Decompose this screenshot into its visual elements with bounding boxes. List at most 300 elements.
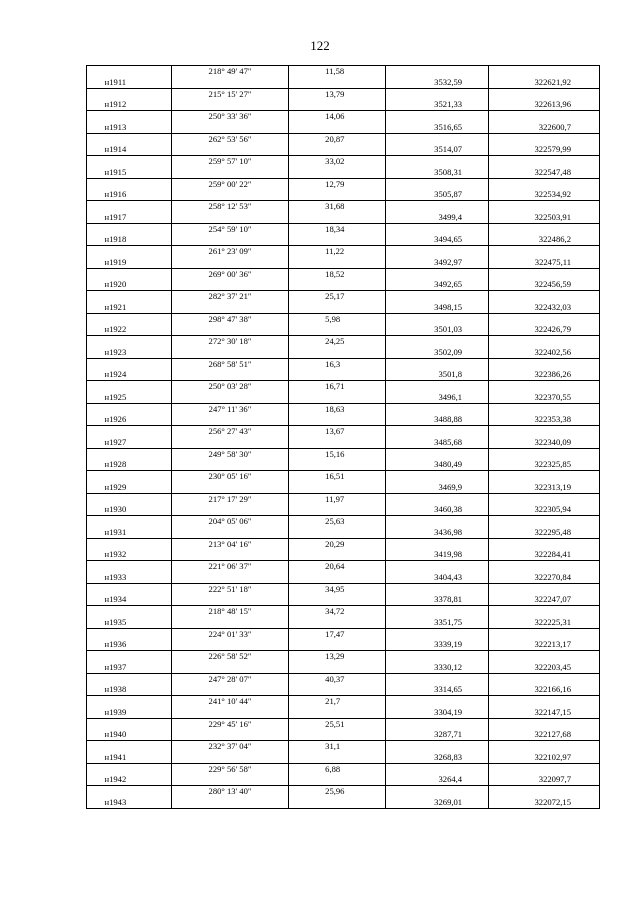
coordinate-x: 3314,65 [385,684,488,695]
point-name: н1923 [87,347,172,358]
point-blank-cell [289,212,386,223]
direction-angle: 229° 45' 16" [171,718,288,729]
coordinate-y: 322432,03 [489,302,600,313]
segment-blank-cell [87,448,172,459]
point-row [87,729,600,740]
distance: 25,51 [289,718,386,729]
point-blank-cell [171,324,288,335]
coordinate-y: 322370,55 [489,392,600,403]
point-blank-cell [289,122,386,133]
coordinate-x: 3330,12 [385,662,488,673]
point-blank-cell [171,122,288,133]
segment-blank-cell [87,426,172,437]
segment-blank-cell [489,628,600,639]
segment-row [87,786,600,797]
segment-row [87,156,600,167]
point-row [87,212,600,223]
point-row [87,99,600,110]
segment-blank-cell [87,201,172,212]
segment-blank-cell [385,111,488,122]
segment-blank-cell [87,358,172,369]
point-blank-cell [289,549,386,560]
segment-row [87,628,600,639]
point-row [87,302,600,313]
distance: 11,58 [289,66,386,77]
coordinate-x: 3502,09 [385,347,488,358]
segment-blank-cell [87,763,172,774]
segment-blank-cell [87,741,172,752]
segment-blank-cell [385,403,488,414]
segment-blank-cell [385,156,488,167]
distance: 33,02 [289,156,386,167]
point-blank-cell [289,459,386,470]
coordinate-y: 322426,79 [489,324,600,335]
coordinate-y: 322547,48 [489,167,600,178]
segment-blank-cell [385,673,488,684]
point-blank-cell [171,797,288,808]
direction-angle: 226° 58' 52" [171,651,288,662]
direction-angle: 272° 30' 18" [171,336,288,347]
segment-blank-cell [489,156,600,167]
direction-angle: 224° 01' 33" [171,628,288,639]
point-name: н1918 [87,234,172,245]
segment-blank-cell [87,88,172,99]
point-name: н1920 [87,279,172,290]
point-row [87,414,600,425]
segment-row [87,291,600,302]
segment-blank-cell [87,246,172,257]
direction-angle: 298° 47' 38" [171,313,288,324]
distance: 24,25 [289,336,386,347]
direction-angle: 247° 11' 36" [171,403,288,414]
coordinate-x: 3498,15 [385,302,488,313]
segment-row [87,336,600,347]
segment-row [87,516,600,527]
segment-blank-cell [87,381,172,392]
segment-blank-cell [87,291,172,302]
segment-blank-cell [489,313,600,324]
point-name: н1938 [87,684,172,695]
point-blank-cell [171,189,288,200]
distance: 5,98 [289,313,386,324]
direction-angle: 204° 05' 06" [171,516,288,527]
segment-blank-cell [385,268,488,279]
segment-blank-cell [385,786,488,797]
coordinate-y: 322353,38 [489,414,600,425]
point-blank-cell [289,302,386,313]
coordinate-x: 3339,19 [385,639,488,650]
segment-blank-cell [489,651,600,662]
distance: 15,16 [289,448,386,459]
point-blank-cell [289,189,386,200]
point-blank-cell [171,99,288,110]
segment-row [87,201,600,212]
point-name: н1912 [87,99,172,110]
point-name: н1927 [87,437,172,448]
segment-blank-cell [489,336,600,347]
segment-row [87,381,600,392]
direction-angle: 259° 57' 10" [171,156,288,167]
segment-blank-cell [87,133,172,144]
point-name: н1930 [87,504,172,515]
segment-blank-cell [489,358,600,369]
segment-row [87,561,600,572]
segment-blank-cell [385,538,488,549]
segment-row [87,583,600,594]
page-number: 122 [310,38,330,53]
distance: 13,79 [289,88,386,99]
coordinate-y: 322247,07 [489,594,600,605]
segment-blank-cell [489,741,600,752]
direction-angle: 254° 59' 10" [171,223,288,234]
coordinate-y: 322102,97 [489,752,600,763]
point-name: н1932 [87,549,172,560]
segment-blank-cell [489,111,600,122]
point-blank-cell [171,212,288,223]
point-row [87,774,600,785]
segment-row [87,493,600,504]
coordinate-y: 322325,85 [489,459,600,470]
point-row [87,572,600,583]
point-blank-cell [171,752,288,763]
point-name: н1924 [87,369,172,380]
distance: 20,87 [289,133,386,144]
coordinate-y: 322456,59 [489,279,600,290]
point-blank-cell [289,594,386,605]
coordinate-x: 3501,8 [385,369,488,380]
coordinate-y: 322127,68 [489,729,600,740]
point-blank-cell [289,617,386,628]
segment-blank-cell [385,426,488,437]
segment-blank-cell [385,246,488,257]
coordinate-x: 3419,98 [385,549,488,560]
point-row [87,707,600,718]
point-row [87,482,600,493]
segment-row [87,741,600,752]
coordinate-x: 3304,19 [385,707,488,718]
segment-blank-cell [385,358,488,369]
coordinate-y: 322621,92 [489,77,600,88]
point-name: н1928 [87,459,172,470]
point-name: н1929 [87,482,172,493]
coordinate-x: 3514,07 [385,144,488,155]
coordinate-y: 322284,41 [489,549,600,560]
point-blank-cell [289,279,386,290]
point-name: н1925 [87,392,172,403]
direction-angle: 215° 15' 27" [171,88,288,99]
segment-blank-cell [385,133,488,144]
point-name: н1926 [87,414,172,425]
segment-blank-cell [489,268,600,279]
segment-blank-cell [385,696,488,707]
point-name: н1941 [87,752,172,763]
segment-blank-cell [385,516,488,527]
direction-angle: 280° 13' 40" [171,786,288,797]
segment-blank-cell [87,606,172,617]
segment-blank-cell [385,448,488,459]
point-blank-cell [171,257,288,268]
segment-row [87,696,600,707]
coordinate-x: 3404,43 [385,572,488,583]
segment-blank-cell [385,336,488,347]
point-row [87,662,600,673]
point-name: н1940 [87,729,172,740]
segment-blank-cell [489,516,600,527]
segment-blank-cell [489,786,600,797]
segment-blank-cell [489,201,600,212]
point-row [87,459,600,470]
point-blank-cell [171,684,288,695]
direction-angle: 218° 49' 47" [171,66,288,77]
coordinate-x: 3492,65 [385,279,488,290]
direction-angle: 259° 00' 22" [171,178,288,189]
coordinate-x: 3480,49 [385,459,488,470]
segment-blank-cell [385,628,488,639]
segment-blank-cell [385,493,488,504]
coordinate-y: 322097,7 [489,774,600,785]
segment-blank-cell [385,718,488,729]
point-blank-cell [171,437,288,448]
coordinate-y: 322166,16 [489,684,600,695]
segment-blank-cell [489,426,600,437]
point-blank-cell [289,99,386,110]
segment-blank-cell [87,673,172,684]
segment-blank-cell [385,201,488,212]
coordinate-x: 3436,98 [385,527,488,538]
segment-blank-cell [489,493,600,504]
segment-blank-cell [385,291,488,302]
distance: 11,97 [289,493,386,504]
segment-blank-cell [489,538,600,549]
distance: 21,7 [289,696,386,707]
point-blank-cell [289,527,386,538]
coordinate-x: 3496,1 [385,392,488,403]
point-blank-cell [171,572,288,583]
point-row [87,752,600,763]
segment-blank-cell [87,561,172,572]
direction-angle: 218° 48' 15" [171,606,288,617]
coordinate-y: 322475,11 [489,257,600,268]
direction-angle: 282° 37' 21" [171,291,288,302]
coordinate-y: 322203,45 [489,662,600,673]
segment-row [87,448,600,459]
segment-row [87,178,600,189]
coordinate-y: 322313,19 [489,482,600,493]
point-name: н1916 [87,189,172,200]
coordinate-y: 322503,91 [489,212,600,223]
coordinate-y: 322072,15 [489,797,600,808]
segment-blank-cell [489,606,600,617]
point-name: н1933 [87,572,172,583]
segment-blank-cell [87,403,172,414]
coordinate-y: 322534,92 [489,189,600,200]
point-blank-cell [289,437,386,448]
point-blank-cell [171,774,288,785]
direction-angle: 261° 23' 09" [171,246,288,257]
coordinate-x: 3485,68 [385,437,488,448]
segment-blank-cell [87,178,172,189]
segment-blank-cell [489,718,600,729]
point-blank-cell [289,572,386,583]
distance: 25,96 [289,786,386,797]
point-name: н1922 [87,324,172,335]
segment-blank-cell [87,786,172,797]
coordinate-y: 322340,09 [489,437,600,448]
coordinate-x: 3378,81 [385,594,488,605]
distance: 16,71 [289,381,386,392]
segment-row [87,426,600,437]
segment-blank-cell [87,516,172,527]
point-blank-cell [289,347,386,358]
point-blank-cell [289,797,386,808]
coordinate-x: 3269,01 [385,797,488,808]
point-blank-cell [171,459,288,470]
distance: 18,63 [289,403,386,414]
segment-row [87,246,600,257]
distance: 13,67 [289,426,386,437]
point-name: н1936 [87,639,172,650]
segment-blank-cell [385,561,488,572]
segment-row [87,66,600,77]
point-blank-cell [289,684,386,695]
segment-blank-cell [489,471,600,482]
distance: 40,37 [289,673,386,684]
coordinate-x: 3287,71 [385,729,488,740]
point-row [87,392,600,403]
segment-blank-cell [489,291,600,302]
coordinate-y: 322402,56 [489,347,600,358]
point-name: н1919 [87,257,172,268]
direction-angle: 250° 33' 36" [171,111,288,122]
segment-blank-cell [385,471,488,482]
segment-blank-cell [385,66,488,77]
direction-angle: 250° 03' 28" [171,381,288,392]
segment-blank-cell [489,223,600,234]
coordinate-y: 322295,48 [489,527,600,538]
point-blank-cell [171,302,288,313]
distance: 6,88 [289,763,386,774]
segment-blank-cell [87,111,172,122]
direction-angle: 262° 53' 56" [171,133,288,144]
coordinate-x: 3488,88 [385,414,488,425]
coordinate-y: 322386,26 [489,369,600,380]
point-row [87,527,600,538]
direction-angle: 256° 27' 43" [171,426,288,437]
distance: 20,29 [289,538,386,549]
segment-blank-cell [87,583,172,594]
point-row [87,504,600,515]
segment-blank-cell [489,66,600,77]
distance: 20,64 [289,561,386,572]
segment-row [87,268,600,279]
segment-blank-cell [87,718,172,729]
segment-row [87,538,600,549]
point-blank-cell [171,504,288,515]
distance: 34,72 [289,606,386,617]
point-row [87,347,600,358]
point-blank-cell [171,729,288,740]
segment-row [87,651,600,662]
point-name: н1917 [87,212,172,223]
distance: 13,29 [289,651,386,662]
point-blank-cell [289,167,386,178]
segment-blank-cell [87,268,172,279]
coordinate-y: 322579,99 [489,144,600,155]
coordinates-table [86,65,600,809]
point-blank-cell [171,392,288,403]
coordinate-x: 3494,65 [385,234,488,245]
point-blank-cell [171,594,288,605]
distance: 16,51 [289,471,386,482]
coordinate-x: 3499,4 [385,212,488,223]
point-blank-cell [289,392,386,403]
point-name: н1915 [87,167,172,178]
segment-blank-cell [87,336,172,347]
point-blank-cell [289,77,386,88]
distance: 12,79 [289,178,386,189]
direction-angle: 269° 00' 36" [171,268,288,279]
segment-blank-cell [87,628,172,639]
segment-blank-cell [385,88,488,99]
segment-blank-cell [385,741,488,752]
point-name: н1934 [87,594,172,605]
point-blank-cell [171,707,288,718]
segment-row [87,111,600,122]
segment-blank-cell [489,763,600,774]
point-row [87,797,600,808]
direction-angle: 229° 56' 58" [171,763,288,774]
point-blank-cell [171,662,288,673]
point-blank-cell [289,414,386,425]
segment-blank-cell [489,673,600,684]
coordinate-y: 322600,7 [489,122,600,133]
segment-blank-cell [385,178,488,189]
point-blank-cell [171,77,288,88]
coordinate-x: 3268,83 [385,752,488,763]
point-blank-cell [171,369,288,380]
segment-blank-cell [385,313,488,324]
coordinate-y: 322147,15 [489,707,600,718]
coordinate-y: 322225,31 [489,617,600,628]
direction-angle: 268° 58' 51" [171,358,288,369]
segment-blank-cell [87,651,172,662]
coordinate-y: 322613,96 [489,99,600,110]
coordinate-x: 3469,9 [385,482,488,493]
point-row [87,189,600,200]
coordinate-x: 3521,33 [385,99,488,110]
segment-blank-cell [87,156,172,167]
point-blank-cell [171,144,288,155]
distance: 31,1 [289,741,386,752]
segment-row [87,88,600,99]
segment-blank-cell [489,561,600,572]
segment-blank-cell [87,66,172,77]
coordinate-x: 3532,59 [385,77,488,88]
distance: 25,17 [289,291,386,302]
direction-angle: 249° 58' 30" [171,448,288,459]
point-name: н1942 [87,774,172,785]
coordinate-x: 3492,97 [385,257,488,268]
point-row [87,234,600,245]
point-row [87,144,600,155]
distance: 34,95 [289,583,386,594]
coordinate-y: 322486,2 [489,234,600,245]
point-blank-cell [171,617,288,628]
segment-blank-cell [489,88,600,99]
segment-blank-cell [489,403,600,414]
point-row [87,369,600,380]
segment-blank-cell [87,313,172,324]
